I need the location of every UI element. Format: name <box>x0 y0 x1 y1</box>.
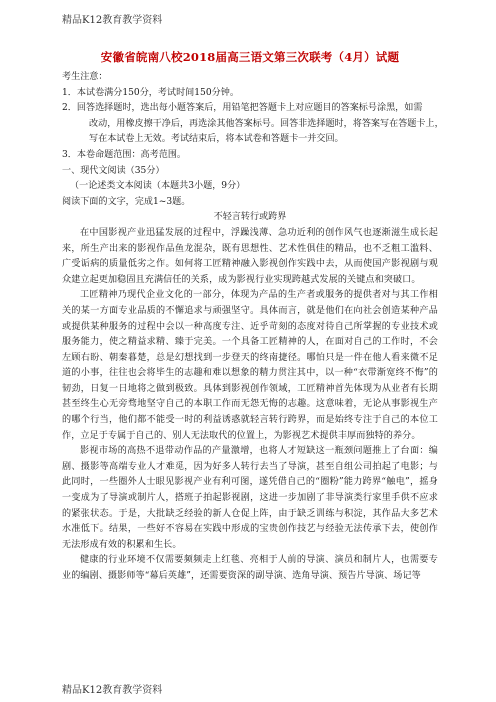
article-paragraph: 工匠精神乃现代企业文化的一部分，体现为产品的生产者或服务的提供者对与其工作相关的某一方面专业品质的不懈追求与顽强坚守。具体而言，就是他们在向社会创造某种产品或提供某种服务的过程中会以一种高度专注、近乎苛刻的态度对待自己所掌握的专业技术或服务能力，使之精益求精、臻于完美。一个具备工匠精神的人，在面对自己的工作时，不会左顾右盼、朝秦暮楚，总是幻想找到一步登天的终南捷径。哪怕只是一件在他人看来微不足道的小事，往往也会将毕生的志趣和难以想象的精力贯注其中，以一种“衣带渐宽终不悔”的韧劲，日复一日地将之做到极致。具体到影视创作领域，工匠精神首先体现为从业者有长期甚至终生心无旁骛地坚守自己的本职工作而无怨无悔的志趣。这意味着，无论从事影视生产的哪个行当，他们都不能受一时的利益诱惑就轻言转行跨界，而是始终专注于自己的本位工作，立足于专属于自己的、别人无法取代的位置上，为影视艺术提供丰厚而独特的养分。 <box>62 290 438 441</box>
section-heading: 一、现代文阅读（35分） <box>62 165 165 176</box>
exam-title: 安徽省皖南八校2018届高三语文第三次联考（4月）试题 <box>100 50 400 64</box>
article-title: 不轻言转行或跨界 <box>213 212 287 223</box>
article-paragraph: 在中国影视产业迅猛发展的过程中，浮躁浅薄、急功近利的创作风气也逐渐滋生成长起来，所生产出来的影视作品鱼龙混杂，既有思想性、艺术性俱佳的精品，也不乏粗工滥料、广受诟病的质量低劣之作。如何将工匠精神融入影视创作实践中去，从而使国产影视剧与观众建立起更加稳固且充满信任的关系，成为影视行业实现跨越式发展的关键点和突破口。 <box>62 227 438 285</box>
notice-item: 1．本试卷满分150分，考试时间150分钟。 <box>62 87 239 98</box>
notice-item: 2．回答选择题时，选出每小题答案后，用铅笔把答题卡上对应题目的答案标号涂黑，如需 <box>62 103 423 114</box>
notice-item-continued: 写在本试卷上无效。考试结束后，将本试卷和答题卡一并交回。 <box>89 134 344 145</box>
reading-instruction: 阅读下面的文字，完成1~3题。 <box>62 196 191 207</box>
page-header: 精品K12教育教学资料 <box>62 15 163 26</box>
article-paragraph: 健康的行业环境不仅需要频频走上红毯、亮相于人前的导演、演员和制片人，也需要专业的编剧、摄影师等“幕后英雄”，还需要资深的副导演、选角导演、预告片导演、场记等 <box>62 555 438 581</box>
subsection-heading: （一论述类文本阅读（本题共3小题，9分） <box>70 181 246 192</box>
page-footer: 精品K12教育教学资料 <box>62 685 163 696</box>
article-paragraph: 影视市场的高热不退带动作品的产量激增，也将人才短缺这一瓶颈问题推上了台面：编剧、摄影等高端专业人才难觅，因为好多人转行去当了导演，甚至自组公司拍起了电影；与此同时，一些圈外人士眼见影视产业有利可图，遂凭借自己的“圈粉”能力跨界“触电”，摇身一变成为了导演或制片人，搭班子拍起影视剧，这进一步加剧了非导演类行家里手供不应求的紧张状态。于是，大批缺乏经验的新人仓促上阵，由于缺乏训练与积淀，其作品大多艺术水准低下。结果，一些好不容易在实践中形成的宝贵创作技艺与经验无法传承下去，使创作无法形成有效的积累和生长。 <box>62 446 438 550</box>
notice-item: 3．本卷命题范围：高考范围。 <box>62 149 187 160</box>
notice-heading: 考生注意： <box>62 72 108 82</box>
page-content <box>62 49 444 585</box>
notice-item-continued: 改动，用橡皮擦干净后，再选涂其他答案标号。回答非选择题时，将答案写在答题卡上， <box>89 118 444 129</box>
